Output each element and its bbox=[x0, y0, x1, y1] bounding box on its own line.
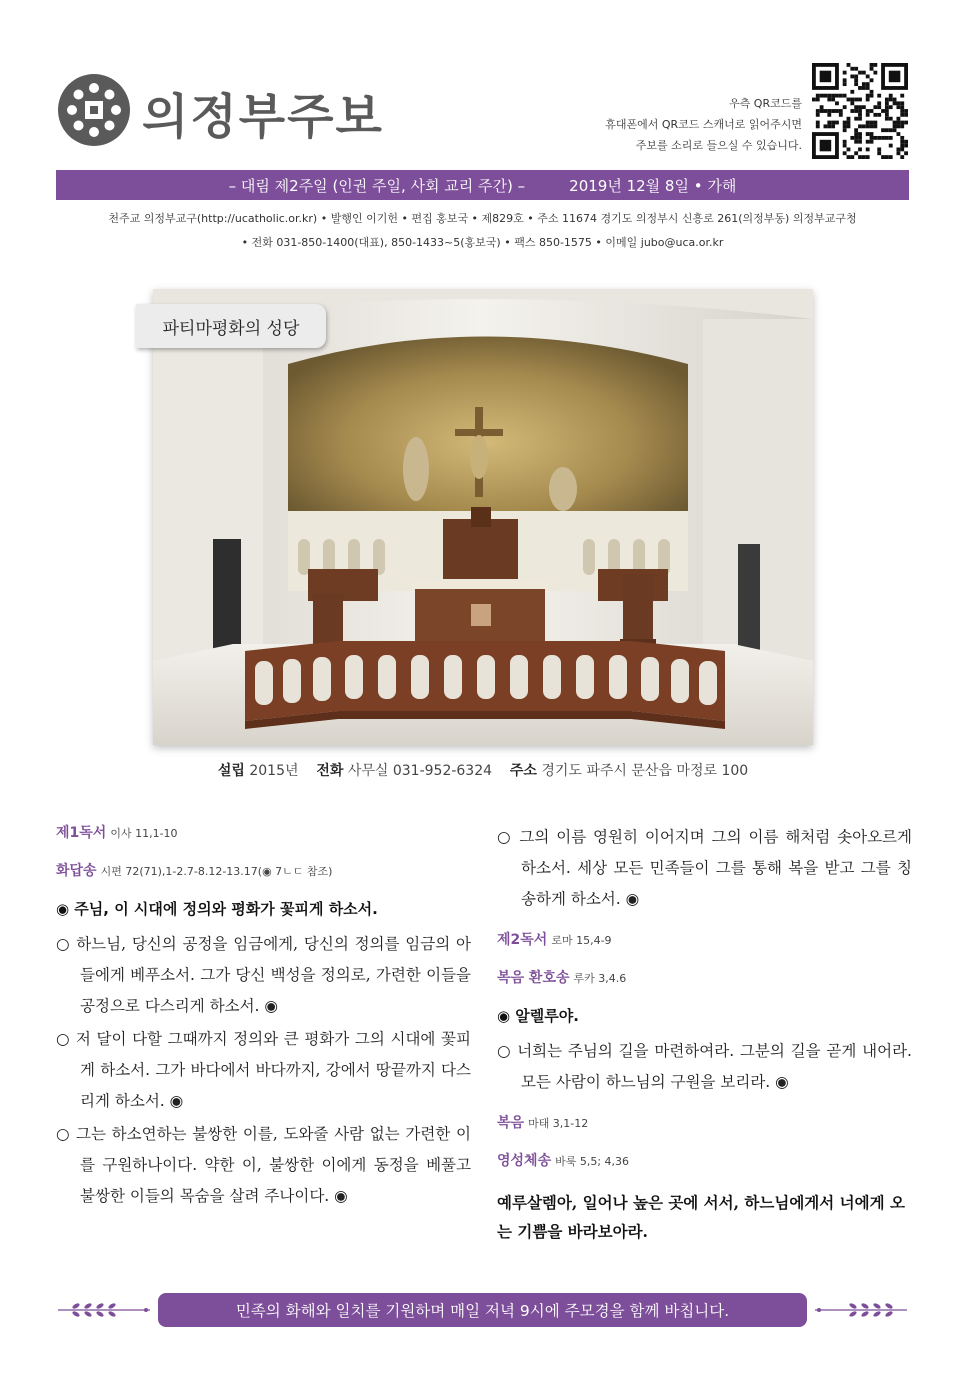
sprig-ornament-icon bbox=[56, 1301, 152, 1319]
psalm-verse: ○ 하느님, 당신의 공정을 임금에게, 당신의 정의를 임금의 아들에게 베푸소서. 그가 당신 백성을 정의로, 가련한 이들을 공정으로 다스리게 하소서. ◉ bbox=[56, 935, 471, 1015]
psalm-label: 화답송 bbox=[56, 863, 97, 879]
psalm-verse: ○ 저 달이 다할 그때까지 정의와 큰 평화가 그의 시대에 꽃피게 하소서. 그가 바다에서 바다까지, 강에서 땅끝까지 다스리게 하소서. ◉ bbox=[56, 1030, 471, 1110]
qr-note-line: 우측 QR코드를 bbox=[729, 97, 802, 110]
alleluia-response: ◉ 알렐루야. bbox=[497, 1007, 579, 1025]
gospel-acclamation-ref: 루카 3,4.6 bbox=[573, 972, 627, 985]
address-label: 주소 bbox=[509, 763, 537, 779]
psalm-heading bbox=[56, 860, 471, 880]
psalm-response: ◉ 주님, 이 시대에 정의와 평화가 꽃피게 하소서. bbox=[56, 900, 378, 918]
church-name-tag: 파티마평화의 성당 bbox=[136, 304, 326, 348]
liturgy-banner bbox=[56, 170, 909, 200]
phone-value: 사무실 031-952-6324 bbox=[347, 763, 493, 779]
prayer-reminder: 민족의 화해와 일치를 기원하며 매일 저녁 9시에 주모경을 함께 바칩니다. bbox=[158, 1293, 807, 1327]
diocese-logo-icon bbox=[58, 74, 130, 146]
readings-right-column bbox=[497, 822, 912, 1246]
second-reading-heading bbox=[497, 929, 912, 949]
communion-heading bbox=[497, 1150, 912, 1170]
second-reading-label: 제2독서 bbox=[497, 932, 548, 948]
address-value: 경기도 파주시 문산읍 마정로 100 bbox=[541, 763, 749, 779]
first-reading-ref: 이사 11,1-10 bbox=[110, 827, 178, 840]
qr-note-line: 휴대폰에서 QR코드 스캐너로 읽어주시면 bbox=[605, 118, 802, 131]
psalm-verse: ○ 그의 이름 영원히 이어지며 그의 이름 해처럼 솟아오르게 하소서. 세상 모든 민족들이 그를 통해 복을 받고 그를 칭송하게 하소서. ◉ bbox=[497, 828, 912, 908]
issue-date: 2019년 12월 8일 • 가해 bbox=[569, 176, 737, 195]
liturgy-title: – 대림 제2주일 (인권 주일, 사회 교리 주간) – bbox=[228, 176, 526, 195]
gospel-ref: 마태 3,1-12 bbox=[528, 1117, 589, 1130]
phone-label: 전화 bbox=[316, 763, 344, 779]
founded-value: 2015년 bbox=[249, 763, 299, 779]
gospel-heading bbox=[497, 1112, 912, 1132]
founded-label: 설립 bbox=[217, 763, 245, 779]
psalm-verse: ○ 그는 하소연하는 불쌍한 이를, 도와줄 사람 없는 가련한 이를 구원하나이다. 약한 이, 불쌍한 이에게 동정을 베풀고 불쌍한 이들의 목숨을 살려 주나이다. ◉ bbox=[56, 1125, 471, 1205]
qr-note-line: 주보를 소리로 들으실 수 있습니다. bbox=[635, 139, 802, 152]
gospel-acclamation-label: 복음 환호송 bbox=[497, 970, 570, 986]
contact-line: • 전화 031-850-1400(대표), 850-1433~5(홍보국) • 팩스 850-1575 • 이메일 jubo@uca.or.kr bbox=[241, 236, 724, 249]
footer-banner bbox=[56, 1293, 909, 1327]
qr-code-icon[interactable] bbox=[812, 63, 908, 159]
publisher-line: 천주교 의정부교구(http://ucatholic.or.kr) • 발행인 이기헌 • 편집 홍보국 • 제829호 • 주소 11674 경기도 의정부시 신흥로 261(의정부동) 의정부교구청 bbox=[108, 212, 857, 225]
second-reading-ref: 로마 15,4-9 bbox=[551, 934, 612, 947]
communion-ref: 바룩 5,5; 4,36 bbox=[555, 1155, 630, 1168]
church-altar-photo bbox=[153, 289, 813, 745]
masthead-title: 의정부주보 bbox=[142, 89, 384, 145]
psalm-ref: 시편 72(71),1-2.7-8.12-13.17(◉ 7ㄴㄷ 참조) bbox=[100, 865, 333, 878]
church-info bbox=[153, 760, 813, 780]
gospel-acclamation-heading bbox=[497, 967, 912, 987]
gospel-label: 복음 bbox=[497, 1115, 525, 1131]
acclamation-verse: ○ 너희는 주님의 길을 마련하여라. 그분의 길을 곧게 내어라. 모든 사람이 하느님의 구원을 보리라. ◉ bbox=[497, 1042, 912, 1091]
sprig-ornament-icon bbox=[813, 1301, 909, 1319]
qr-instructions bbox=[605, 93, 802, 156]
first-reading-label: 제1독서 bbox=[56, 825, 107, 841]
communion-label: 영성체송 bbox=[497, 1153, 552, 1169]
communion-antiphon: 예루살렘아, 일어나 높은 곳에 서서, 하느님에게서 너에게 오는 기쁨을 바라보아라. bbox=[497, 1193, 905, 1241]
first-reading-heading bbox=[56, 822, 471, 842]
readings-left-column bbox=[56, 822, 471, 1214]
